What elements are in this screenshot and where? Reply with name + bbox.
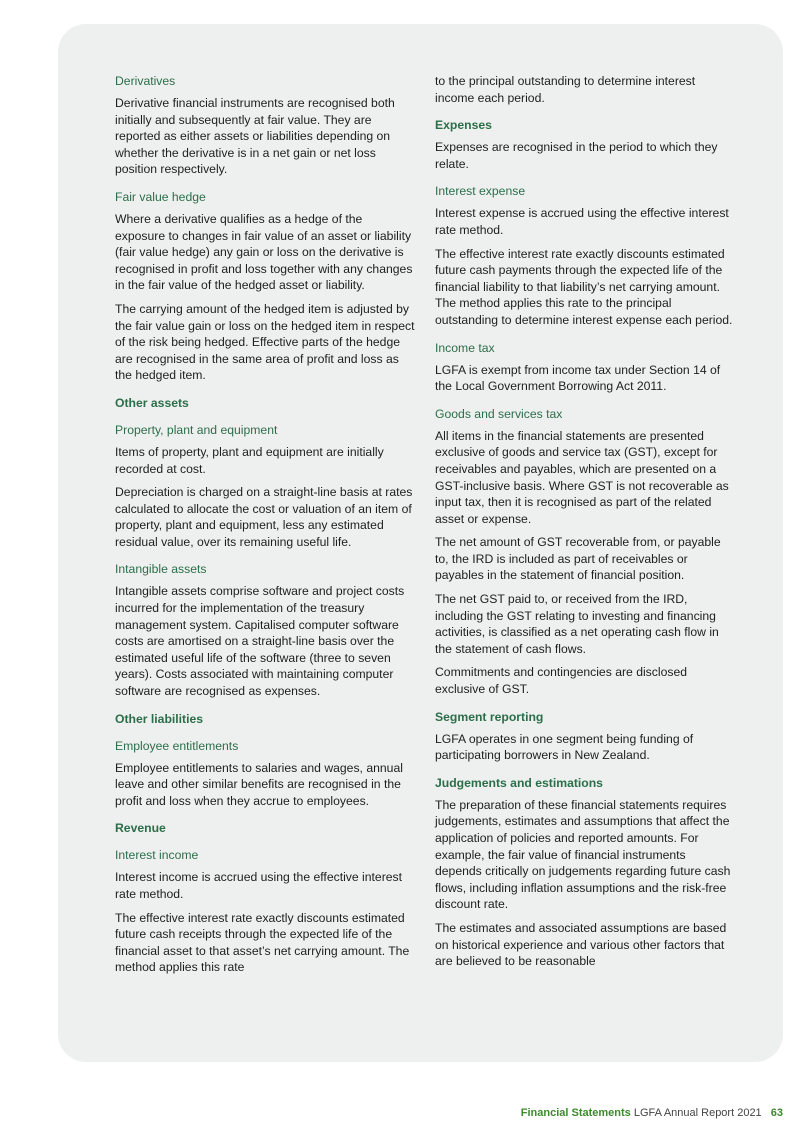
paragraph-income-tax: LGFA is exempt from income tax under Section 14 of the Local Government Borrowing Act 2011. [435,362,721,394]
paragraph-expenses: Expenses are recognised in the period to which they relate. [435,140,718,171]
paragraph-interest-income-1: Interest income is accrued using the effective interest rate method. [115,870,403,901]
paragraph-gst-1: All items in the financial statements are presented exclusive of goods and service tax (GST), except for receivables and payables, which are presented on a GST-inclusive basis. Where GST is not recoverable as input tax, then it is recognised as part of the related asset or expense. [435,428,729,526]
heading-gst: Goods and services tax [435,406,563,421]
paragraph-fair-value-hedge-1: Where a derivative qualifies as a hedge of the exposure to changes in fair value of an asset or liability (fair value hedge) any gain or loss on the derivative is recognised in profit and loss together with any changes in the fair value of the hedged asset or liability. [115,211,413,293]
paragraph-derivatives: Derivative financial instruments are recognised both initially and subsequently at fair value. They are reported as either assets or liabilities depending on whether the derivative is in a net gain or net loss position respectively. [115,96,395,177]
heading-other-liabilities: Other liabilities [115,711,204,726]
paragraph-interest-expense-2: The effective interest rate exactly discounts estimated future cash payments through the expected life of the financial liability to that liability’s net carrying amount. The method applies this rate to the principal outstanding to determine interest expense each period. [435,246,733,327]
paragraph-gst-3: The net GST paid to, or received from the IRD, including the GST relating to investing and financing activities, is classified as a net operating cash flow in the statement of cash flows. [435,592,719,656]
page-footer [521,1106,783,1120]
heading-fair-value-hedge: Fair value hedge [115,189,206,204]
heading-income-tax: Income tax [435,340,495,355]
left-column [115,73,415,983]
heading-interest-expense: Interest expense [435,184,526,199]
paragraph-interest-income-2: The effective interest rate exactly discounts estimated future cash receipts through the expected life of the financial asset to that asset’s net carrying amount. The method applies this rate [115,910,410,975]
paragraph-judgements-2: The estimates and associated assumptions are based on historical experience and various other factors that are believed to be reasonable [435,920,727,969]
right-column [435,73,735,977]
paragraph-ppe-2: Depreciation is charged on a straight-line basis at rates calculated to allocate the cost or valuation of an item of property, plant and equipment, less any estimated residual value, over its remaining useful life. [115,485,413,549]
content-card [58,24,783,1062]
paragraph-judgements-1: The preparation of these financial statements requires judgements, estimates and assumptions that affect the application of policies and reported amounts. For example, the fair value of financial instruments depends critically on judgements regarding future cash flows, including inflation assumptions and the risk-free discount rate. [435,797,731,912]
heading-intangible-assets: Intangible assets [115,562,207,577]
heading-expenses: Expenses [435,118,492,133]
heading-interest-income: Interest income [115,848,199,863]
heading-judgements: Judgements and estimations [435,775,603,790]
paragraph-interest-expense-1: Interest expense is accrued using the effective interest rate method. [435,206,729,237]
footer-section-name: Financial Statements [520,1107,631,1119]
paragraph-segment-reporting: LGFA operates in one segment being funding of participating borrowers in New Zealand. [435,731,694,763]
paragraph-intangible-assets: Intangible assets comprise software and project costs incurred for the implementation of the treasury management system. Capitalised computer software costs are amortised on a straight-line basis over the estimated useful life of the software (three to seven years). Costs associated with maintaining computer software are recognised as expenses. [115,584,405,699]
heading-ppe: Property, plant and equipment [115,422,278,437]
heading-employee-entitlements: Employee entitlements [115,738,239,753]
paragraph-employee-entitlements: Employee entitlements to salaries and wages, annual leave and other similar benefits are recognised in the profit and loss when they accrue to employees. [115,760,403,808]
page-number: 63 [770,1107,783,1119]
heading-other-assets: Other assets [115,395,189,410]
paragraph-fair-value-hedge-2: The carrying amount of the hedged item is adjusted by the fair value gain or loss on the hedged item in respect of the risk being hedged. Effective parts of the hedge are recognised in the same area of profit and loss as the hedged item. [115,301,415,383]
heading-segment-reporting: Segment reporting [435,709,544,724]
paragraph-gst-4: Commitments and contingencies are disclosed exclusive of GST. [435,665,687,697]
paragraph-ppe-1: Items of property, plant and equipment are initially recorded at cost. [115,444,384,476]
footer-report-title: LGFA Annual Report 2021 [633,1107,762,1119]
heading-revenue: Revenue [115,821,166,836]
paragraph-interest-income-continued: to the principal outstanding to determine interest income each period. [435,74,696,105]
paragraph-gst-2: The net amount of GST recoverable from, or payable to, the IRD is included as part of receivables or payables in the statement of financial position. [435,535,721,583]
heading-derivatives: Derivatives [115,74,176,88]
